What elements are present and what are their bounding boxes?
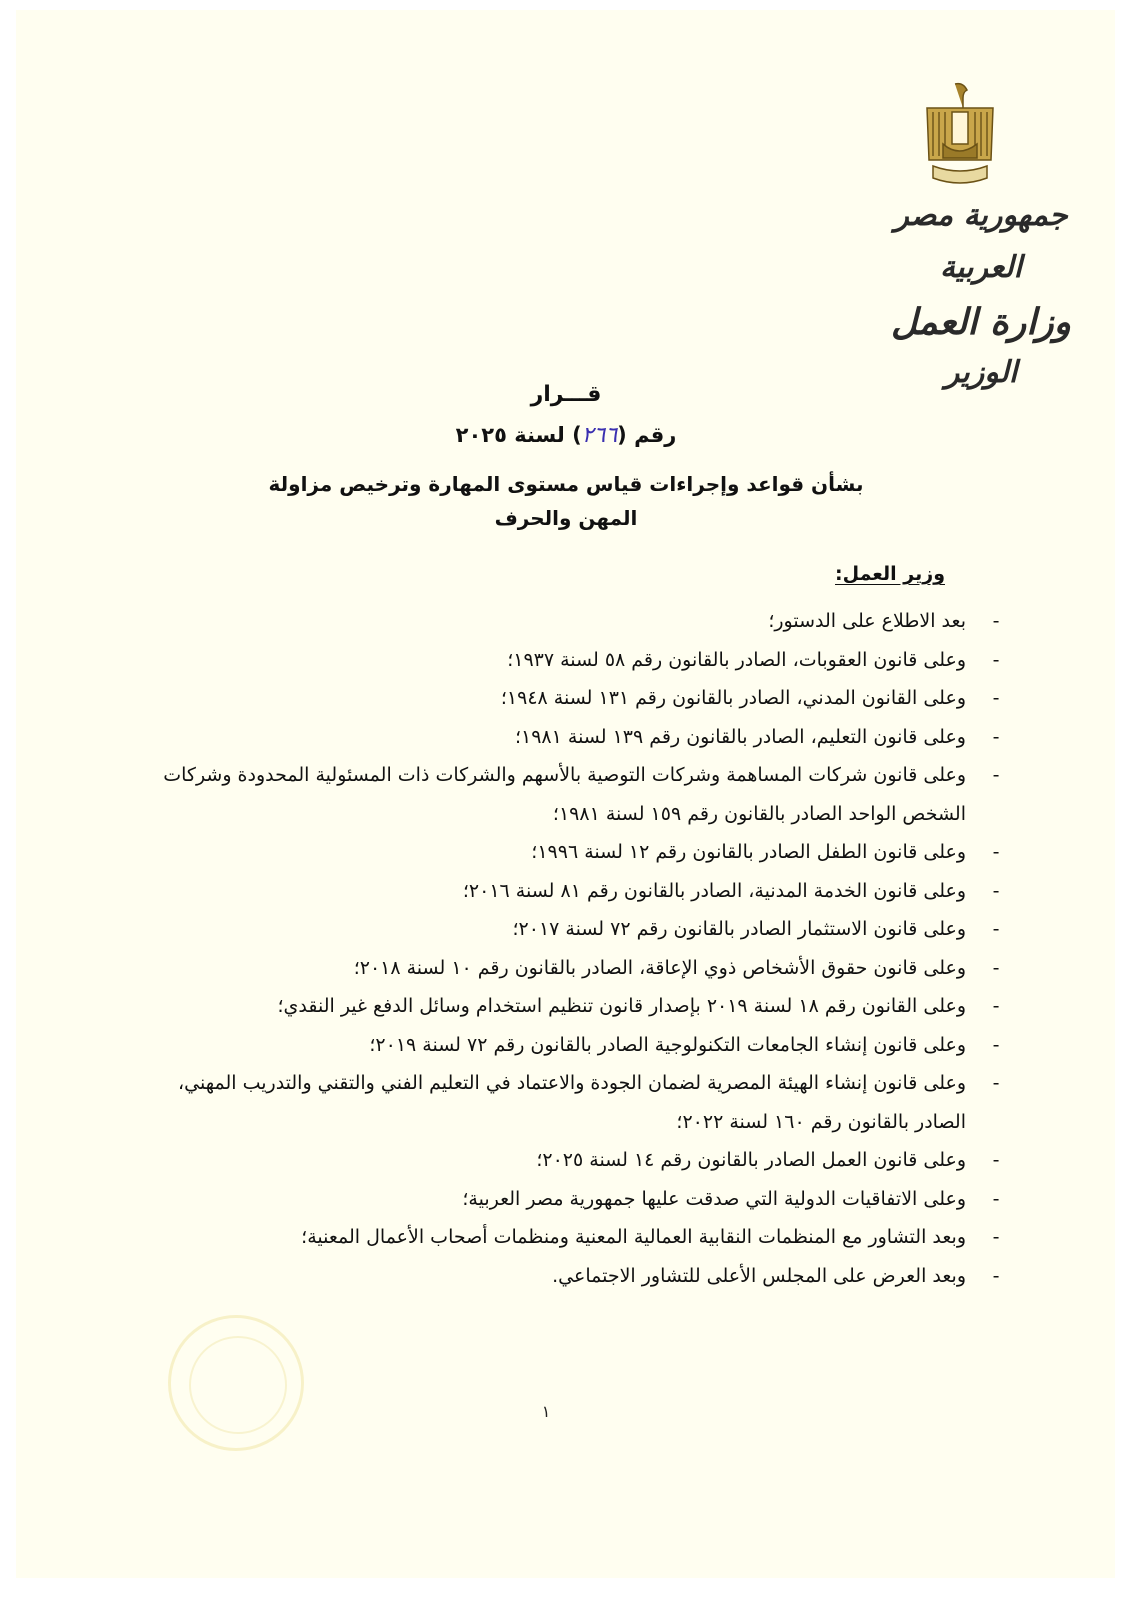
- recital-item: [134, 949, 1006, 988]
- bullet-dash: -: [992, 725, 1000, 748]
- decree-number-handwritten: ٢٦٦: [581, 423, 618, 448]
- bullet-dash: -: [992, 956, 1000, 979]
- recital-item: [134, 756, 1006, 833]
- recital-item: [134, 641, 1006, 680]
- recital-item: [134, 1026, 1006, 1065]
- letterhead-ministry: وزارة العمل: [891, 301, 1071, 343]
- recital-text: وبعد العرض على المجلس الأعلى للتشاور الاجتماعي.: [552, 1264, 966, 1287]
- bullet-dash: -: [992, 687, 1000, 709]
- recital-text: وعلى قانون العمل الصادر بالقانون رقم ١٤ لسنة ٢٠٢٥؛: [536, 1149, 966, 1171]
- recital-text: وعلى القانون رقم ١٨ لسنة ٢٠١٩ بإصدار قانون تنظيم استخدام وسائل الدفع غير النقدي؛: [277, 995, 966, 1017]
- recital-text: وعلى قانون الخدمة المدنية، الصادر بالقانون رقم ٨١ لسنة ٢٠١٦؛: [462, 879, 966, 902]
- recital-text: وعلى الاتفاقيات الدولية التي صدقت عليها جمهورية مصر العربية؛: [462, 1187, 966, 1210]
- letterhead-country: جمهورية مصر العربية: [894, 198, 1068, 285]
- recital-text: وعلى قانون العقوبات، الصادر بالقانون رقم ٥٨ لسنة ١٩٣٧؛: [507, 648, 966, 671]
- bullet-dash: -: [992, 841, 1000, 863]
- recital-item: [134, 1218, 1006, 1257]
- letterhead: [856, 190, 1106, 396]
- recital-item: [134, 1257, 1006, 1296]
- decree-number: [256, 418, 876, 453]
- recital-text: وعلى قانون الطفل الصادر بالقانون رقم ١٢ لسنة ١٩٩٦؛: [531, 841, 966, 863]
- bullet-dash: -: [992, 879, 1000, 902]
- eagle-emblem-icon: [919, 82, 1001, 188]
- decree-subject: بشأن قواعد وإجراءات قياس مستوى المهارة وترخيص مزاولة المهن والحرف: [268, 472, 864, 530]
- recital-item: [134, 872, 1006, 911]
- recital-text: وعلى قانون الاستثمار الصادر بالقانون رقم ٧٢ لسنة ٢٠١٧؛: [512, 918, 966, 940]
- bullet-dash: -: [992, 1264, 1000, 1287]
- recital-item: [134, 1180, 1006, 1219]
- decree-number-prefix: رقم (: [617, 423, 677, 447]
- recitals-list: [134, 602, 1006, 1295]
- recital-item: [134, 1141, 1006, 1180]
- document-page: [16, 10, 1115, 1578]
- recital-item: [134, 602, 1006, 641]
- recital-item: [134, 1064, 1006, 1141]
- recital-item: [134, 718, 1006, 757]
- recital-text: وعلى قانون إنشاء الجامعات التكنولوجية الصادر بالقانون رقم ٧٢ لسنة ٢٠١٩؛: [369, 1033, 966, 1056]
- bullet-dash: -: [992, 648, 1000, 671]
- bullet-dash: -: [992, 995, 1000, 1017]
- bullet-dash: -: [992, 1149, 1000, 1171]
- watermark-seal-icon: [168, 1315, 304, 1451]
- recital-text: وعلى القانون المدني، الصادر بالقانون رقم ١٣١ لسنة ١٩٤٨؛: [500, 687, 966, 709]
- page-number: ١: [541, 1402, 551, 1421]
- decree-heading: قـــرار: [530, 382, 602, 407]
- recital-item: [134, 679, 1006, 718]
- recital-item: [134, 833, 1006, 872]
- recital-text: وعلى قانون التعليم، الصادر بالقانون رقم ١٣٩ لسنة ١٩٨١؛: [514, 725, 966, 748]
- decree-number-suffix: ) لسنة ٢٠٢٥: [455, 423, 582, 447]
- recital-text: بعد الاطلاع على الدستور؛: [768, 610, 966, 632]
- recital-text: وعلى قانون إنشاء الهيئة المصرية لضمان الجودة والاعتماد في التعليم الفني والتقني والتدريب المهني، الصادر بالقانون رقم ١٦٠ لسنة ٢٠٢٢؛: [178, 1072, 966, 1133]
- bullet-dash: -: [992, 1033, 1000, 1056]
- bullet-dash: -: [992, 764, 1000, 786]
- bullet-dash: -: [992, 1226, 1000, 1248]
- bullet-dash: -: [992, 1187, 1000, 1210]
- bullet-dash: -: [992, 610, 1000, 632]
- recital-text: وعلى قانون حقوق الأشخاص ذوي الإعاقة، الصادر بالقانون رقم ١٠ لسنة ٢٠١٨؛: [353, 956, 966, 979]
- recital-item: [134, 987, 1006, 1026]
- recital-text: وبعد التشاور مع المنظمات النقابية العمالية المعنية ومنظمات أصحاب الأعمال المعنية؛: [301, 1226, 966, 1248]
- recital-item: [134, 910, 1006, 949]
- bullet-dash: -: [992, 918, 1000, 940]
- letterhead-minister: الوزير: [944, 355, 1018, 390]
- decree-title-block: [256, 378, 876, 535]
- minister-label: وزير العمل:: [835, 563, 945, 585]
- bullet-dash: -: [992, 1072, 1000, 1094]
- recital-text: وعلى قانون شركات المساهمة وشركات التوصية بالأسهم والشركات ذات المسئولية المحدودة وشركات الشخص الواحد الصادر بالقانون رقم ١٥٩ لسنة ١٩٨١؛: [163, 764, 966, 825]
